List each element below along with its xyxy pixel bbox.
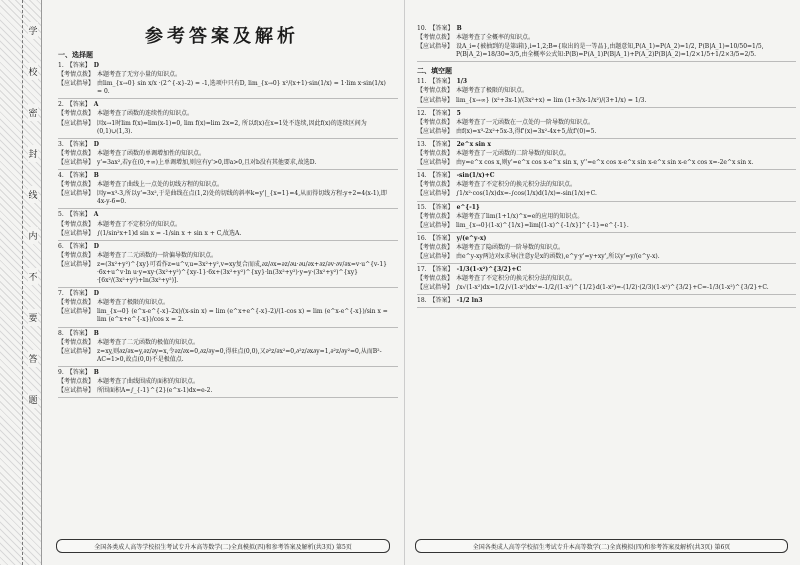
point-text: 本题考查了一元函数在一点处的一阶导数的知识点。: [456, 118, 595, 126]
divider: [58, 138, 398, 139]
answer-row: [417, 25, 788, 33]
guide-tag: 【应试指导】: [58, 80, 95, 88]
page-footer: 全国各类成人高等学校招生考试专升本高等数学(二)全真模拟(四)和参考答案及解析(共3页) 第5页: [56, 539, 390, 553]
answer-row: [58, 141, 390, 149]
answer-item: [405, 266, 796, 292]
point-text: 本题考查了lim(1+1/x)^x=e的应用的知识点。: [456, 212, 584, 220]
section-heading: 二、填空题: [417, 66, 452, 76]
point-tag: 【考情点拨】: [417, 243, 454, 251]
point-tag: 【考情点拨】: [58, 149, 95, 157]
guide-text: 由lim_{x→0} sin x/x ·(2^{-x}-2) = -1,选项中只有D, lim_{x→0} x²/(x+1)·sin(1/x) = 1·lim x·sin(1/x) = 0.: [97, 80, 386, 96]
point-text: 本题考查了极限的知识点。: [97, 299, 170, 307]
point-text: 本题考查了无穷小量的知识点。: [97, 71, 182, 79]
answer-text: B: [93, 368, 99, 376]
point-tag: 【考情点拨】: [58, 378, 95, 385]
answer-text: A: [93, 211, 99, 219]
answer-row: [417, 141, 788, 149]
answer-tag: 【答案】: [66, 211, 91, 219]
question-number: 6.: [58, 242, 64, 250]
point-text: 本题考查了不定积分的知识点。: [97, 220, 182, 228]
point-row: [417, 87, 788, 95]
question-number: 7.: [58, 290, 64, 298]
answer-tag: 【答案】: [66, 140, 91, 148]
guide-row: [417, 159, 788, 167]
guide-text: lim_{x→0} (e^x-e^{-x}-2x)/(x-sin x) = lim (e^x+e^{-x}-2)/(1-cos x) = lim (e^x-e^{-x})/sin x = lim (e^x+e^{-x})/cos x = 2.: [97, 308, 388, 324]
guide-text: 由e^y-xy两边对x求导(注意y是x的函数),e^y·y'=y+xy',所以y'=y/(e^y-x).: [456, 252, 660, 260]
binding-char: 要: [28, 309, 37, 326]
answer-item: [405, 297, 796, 305]
guide-row: [58, 387, 390, 395]
point-row: [58, 299, 390, 307]
divider: [58, 366, 398, 367]
point-tag: 【考情点拨】: [58, 338, 95, 346]
point-tag: 【考情点拨】: [417, 118, 454, 126]
answer-text: D: [93, 140, 99, 148]
binding-char: 封: [28, 145, 37, 162]
answer-tag: 【答案】: [429, 78, 454, 86]
divider: [58, 240, 398, 241]
guide-text: ∫1/x²·cos(1/x)dx=-∫cos(1/x)d(1/x)=-sin(1/x)+C.: [456, 190, 597, 198]
answer-item: [46, 172, 398, 206]
point-row: [58, 181, 390, 189]
point-tag: 【考情点拨】: [417, 181, 454, 189]
answer-tag: 【答案】: [429, 297, 454, 305]
answer-row: [58, 101, 390, 109]
point-row: [58, 339, 390, 347]
answer-item: [46, 141, 398, 167]
guide-text: ∫(1/sin²x+1)d sin x = -1/sin x + sin x + C,故选A.: [97, 229, 242, 237]
divider: [417, 263, 796, 264]
point-tag: 【考情点拨】: [58, 251, 95, 259]
point-row: [58, 252, 390, 260]
answer-row: [58, 330, 390, 338]
answer-item: [405, 204, 796, 230]
answer-tag: 【答案】: [66, 368, 91, 376]
answer-tag: 【答案】: [66, 62, 91, 69]
guide-tag: 【应试指导】: [58, 158, 95, 166]
guide-row: [417, 222, 788, 230]
guide-row: [58, 308, 390, 324]
question-number: 8.: [58, 329, 64, 337]
answer-item: [405, 78, 796, 104]
guide-row: [417, 43, 788, 59]
guide-text: z=xy,则∂z/∂x=y,∂z/∂y=x,令∂z/∂x=0,∂z/∂y=0,得驻点(0,0),又∂²z/∂x²=0,∂²z/∂x∂y=1,∂²z/∂y²=0,从而B²-AC=1>0,故点(0,0)不是极值点.: [97, 347, 382, 363]
seal-line: [22, 0, 23, 565]
answer-row: [417, 110, 788, 118]
binding-char: 校: [28, 63, 37, 80]
answer-tag: 【答案】: [66, 101, 91, 109]
point-text: 本题考查了函数的连续性的知识点。: [97, 110, 194, 118]
point-row: [417, 213, 788, 221]
point-row: [417, 150, 788, 158]
point-tag: 【考情点拨】: [417, 34, 454, 42]
answer-text: D: [93, 290, 99, 298]
question-number: 9.: [58, 368, 64, 376]
divider: [58, 208, 398, 209]
answer-row: [58, 290, 390, 298]
point-text: 本题考查了隐函数的一阶导数的知识点。: [456, 243, 565, 251]
guide-tag: 【应试指导】: [58, 119, 95, 127]
answer-tag: 【答案】: [66, 329, 91, 337]
point-text: 本题考查了函数的单调增加性的知识点。: [97, 149, 206, 157]
guide-row: [58, 120, 390, 136]
answer-row: [58, 62, 390, 70]
point-row: [417, 119, 788, 127]
answer-item: [46, 211, 398, 237]
point-row: [58, 110, 390, 118]
binding-char: 答: [28, 350, 37, 367]
page-right: [404, 0, 796, 565]
point-text: 本题考查了极限的知识点。: [456, 87, 529, 95]
divider: [58, 327, 398, 328]
question-number: 18.: [417, 297, 427, 305]
guide-text: 由y=e^x cos x,则y'=e^x cos x-e^x sin x, y''=e^x cos x-e^x sin x-e^x sin x-e^x cos x=-2e^x sin x.: [456, 159, 754, 167]
divider: [417, 169, 796, 170]
binding-char: 学: [28, 22, 37, 39]
binding-char: 密: [28, 104, 37, 121]
answer-item: [405, 235, 796, 261]
answer-row: [417, 204, 788, 212]
answer-item: [46, 290, 398, 324]
answer-text: D: [93, 62, 99, 69]
answer-text: B: [456, 25, 462, 32]
answer-tag: 【答案】: [429, 172, 454, 180]
binding-margin: [0, 0, 42, 565]
point-tag: 【考情点拨】: [417, 212, 454, 220]
answer-text: -1/2 ln3: [456, 297, 483, 305]
point-text: 本题考查了一元函数的二阶导数的知识点。: [456, 150, 571, 158]
answer-row: [58, 243, 390, 251]
point-text: 本题考查了曲线上一点处的切线方程的知识点。: [97, 181, 224, 189]
point-tag: 【考情点拨】: [58, 220, 95, 228]
question-number: 13.: [417, 140, 427, 148]
answer-item: [46, 369, 398, 395]
divider: [58, 287, 398, 288]
answer-tag: 【答案】: [429, 140, 454, 148]
point-tag: 【考情点拨】: [58, 71, 95, 79]
guide-row: [58, 348, 390, 364]
question-number: 5.: [58, 211, 64, 219]
point-text: 本题考查了二元函数的极值的知识点。: [97, 338, 200, 346]
answer-text: e^{-1}: [456, 203, 480, 211]
answer-text: 1/3: [456, 78, 468, 86]
guide-tag: 【应试指导】: [417, 96, 454, 104]
answer-tag: 【答案】: [66, 172, 91, 180]
guide-row: [58, 159, 390, 167]
question-number: 4.: [58, 172, 64, 180]
guide-row: [417, 97, 788, 105]
guide-row: [58, 80, 390, 96]
point-row: [58, 71, 390, 79]
point-tag: 【考情点拨】: [58, 181, 95, 189]
point-text: 本题考查了全概率的知识点。: [456, 34, 535, 42]
divider: [417, 61, 796, 62]
answer-text: A: [93, 101, 99, 109]
point-row: [58, 150, 390, 158]
page-title: 参考答案及解析: [145, 26, 299, 47]
binding-char: 不: [28, 268, 37, 285]
guide-tag: 【应试指导】: [417, 190, 454, 198]
divider: [58, 397, 398, 398]
guide-tag: 【应试指导】: [58, 347, 95, 355]
point-tag: 【考情点拨】: [58, 110, 95, 118]
divider: [417, 232, 796, 233]
answer-row: [417, 297, 788, 305]
divider: [417, 107, 796, 108]
answer-item: [46, 62, 398, 96]
answer-tag: 【答案】: [66, 290, 91, 298]
answer-text: B: [93, 329, 99, 337]
answer-item: [46, 330, 398, 364]
guide-tag: 【应试指导】: [417, 159, 454, 167]
page-footer: 全国各类成人高等学校招生考试专升本高等数学(二)全真模拟(四)和参考答案及解析(共3页) 第6页: [415, 539, 788, 553]
answer-item: [405, 172, 796, 198]
point-tag: 【考情点拨】: [417, 87, 454, 95]
question-number: 16.: [417, 234, 427, 242]
guide-text: lim_{x→∞} (x²+3x-1)/(3x²+x) = lim (1+3/x-1/x²)/(3+1/x) = 1/3.: [456, 96, 647, 104]
page-left: [46, 0, 398, 565]
answer-row: [417, 266, 788, 274]
question-number: 15.: [417, 203, 427, 211]
guide-text: 因y=x³-3,所以y'=3x²,于是曲线在点(1,2)处的切线的斜率k=y'|_{x=1}=4,从而得切线方程:y+2=4(x-1),即4x-y-6=0.: [97, 190, 387, 206]
section-heading: 一、选择题: [58, 50, 93, 59]
divider: [417, 138, 796, 139]
binding-char: 内: [28, 227, 37, 244]
answer-tag: 【答案】: [429, 203, 454, 211]
answer-list: [405, 78, 796, 308]
guide-text: 由f(x)=x³-2x²+5x-3,得f'(x)=3x²-4x+5,故f'(0)=5.: [456, 127, 597, 135]
answer-text: y/(e^y-x): [456, 234, 487, 242]
question-number: 14.: [417, 172, 427, 180]
divider: [58, 169, 398, 170]
question-number: 11.: [417, 78, 427, 86]
point-tag: 【考情点拨】: [417, 150, 454, 158]
guide-row: [417, 253, 788, 261]
point-row: [58, 221, 390, 229]
answer-tag: 【答案】: [429, 266, 454, 274]
guide-row: [417, 128, 788, 136]
divider: [417, 307, 796, 308]
guide-row: [58, 190, 390, 206]
point-row: [58, 378, 390, 386]
guide-tag: 【应试指导】: [417, 284, 454, 292]
divider: [417, 201, 796, 202]
guide-tag: 【应试指导】: [58, 308, 95, 316]
guide-tag: 【应试指导】: [417, 127, 454, 135]
point-row: [417, 181, 788, 189]
divider: [58, 98, 398, 99]
answer-item: [405, 25, 796, 59]
binding-text: [26, 22, 40, 408]
answer-text: 2e^x sin x: [456, 140, 491, 148]
answer-item: [405, 141, 796, 167]
guide-row: [417, 190, 788, 198]
question-number: 1.: [58, 62, 64, 69]
answer-tag: 【答案】: [429, 109, 454, 117]
binding-char: 线: [28, 186, 37, 203]
question-number: 17.: [417, 266, 427, 274]
answer-row: [58, 172, 390, 180]
guide-tag: 【应试指导】: [417, 221, 454, 229]
guide-text: 设A_i={被抽到的是第i箱},i=1,2;B={取出的是一等品},由题意知,P(A_1)=P(A_2)=1/2, P(B|A_1)=10/50=1/5, P(B|A_2)=18/30=3/5,由全概率公式知:P(B)=P(A_1)P(B|A_1)+P(A_2)P(B|A_2)=1/2×1/5+1/2×3/5=2/5.: [456, 43, 764, 59]
point-text: 本题考查了二元函数的一阶偏导数的知识点。: [97, 251, 218, 259]
answer-row: [417, 172, 788, 180]
answer-row: [417, 78, 788, 86]
guide-row: [58, 261, 390, 285]
guide-text: 因x→1时lim f(x)=lim(x-1)=0, lim f(x)=lim 2x=2, 所以f(x)在x=1处不连续,因此f(x)的连续区间为(0,1)∪(1,3).: [97, 119, 367, 135]
question-number: 3.: [58, 140, 64, 148]
answer-tag: 【答案】: [429, 25, 454, 32]
answer-tag: 【答案】: [66, 242, 91, 250]
answer-text: 5: [456, 109, 461, 117]
point-text: 本题考查了不定积分的换元积分法的知识点。: [456, 181, 577, 189]
binding-char: 题: [28, 391, 37, 408]
guide-text: lim_{x→0}(1-x)^{1/x}=lim[(1-x)^{-1/x}]^{-1}=e^{-1}.: [456, 221, 629, 229]
guide-tag: 【应试指导】: [58, 387, 95, 395]
guide-text: ∫x√(1-x²)dx=1/2∫√(1-x²)dx²=-1/2∫(1-x²)^{1/2}d(1-x²)=-(1/2)·(2/3)(1-x²)^{3/2}+C=-1/3(1-x²)^{3/2}+C.: [456, 284, 769, 292]
answer-list: [405, 25, 796, 62]
point-tag: 【考情点拨】: [58, 299, 95, 307]
answer-text: -sin(1/x)+C: [456, 172, 495, 180]
guide-tag: 【应试指导】: [58, 190, 95, 198]
answer-tag: 【答案】: [429, 234, 454, 242]
point-row: [417, 244, 788, 252]
question-number: 10.: [417, 25, 427, 32]
guide-tag: 【应试指导】: [58, 229, 95, 237]
answer-item: [405, 110, 796, 136]
point-row: [417, 34, 788, 42]
answer-text: -1/3(1-x²)^{3/2}+C: [456, 266, 522, 274]
answer-item: [46, 243, 398, 285]
question-number: 2.: [58, 101, 64, 109]
answer-text: D: [93, 242, 99, 250]
point-row: [417, 275, 788, 283]
point-text: 本题考查了曲线围成的面积的知识点。: [97, 378, 200, 385]
point-tag: 【考情点拨】: [417, 275, 454, 283]
answer-item: [46, 101, 398, 135]
guide-text: y'=3ax²,若y在(0,+∞)上单调增加,则应有y'>0,即a>0,且对b没有其他要求,故选D.: [97, 158, 317, 166]
answer-text: B: [93, 172, 99, 180]
point-text: 本题考查了不定积分的换元积分法的知识点。: [456, 275, 577, 283]
guide-tag: 【应试指导】: [417, 43, 454, 51]
answer-list: [46, 62, 398, 398]
guide-text: z=(3x²+y²)^{xy}可看作z=u^v,u=3x²+y²,v=xy复合而成,∂z/∂x=∂z/∂u·∂u/∂x+∂z/∂v·∂v/∂x=v·u^{v-1}·6x+u^v·ln u·y=xy·(3x²+y²)^{xy-1}·6x+(3x²+y²)^{xy}·ln(3x²+y²)·y=y·(3x²+y²)^{xy}·[6x²/(3x²+y²)+ln(3x²+y²)].: [97, 260, 387, 285]
guide-text: 所围面积A=∫_{-1}^{2}(e^x-1)dx=e-2.: [97, 387, 213, 395]
answer-row: [417, 235, 788, 243]
guide-tag: 【应试指导】: [58, 260, 95, 268]
guide-tag: 【应试指导】: [417, 252, 454, 260]
divider: [417, 294, 796, 295]
guide-row: [417, 284, 788, 292]
guide-row: [58, 230, 390, 238]
question-number: 12.: [417, 109, 427, 117]
answer-row: [58, 211, 390, 219]
answer-row: [58, 369, 390, 377]
